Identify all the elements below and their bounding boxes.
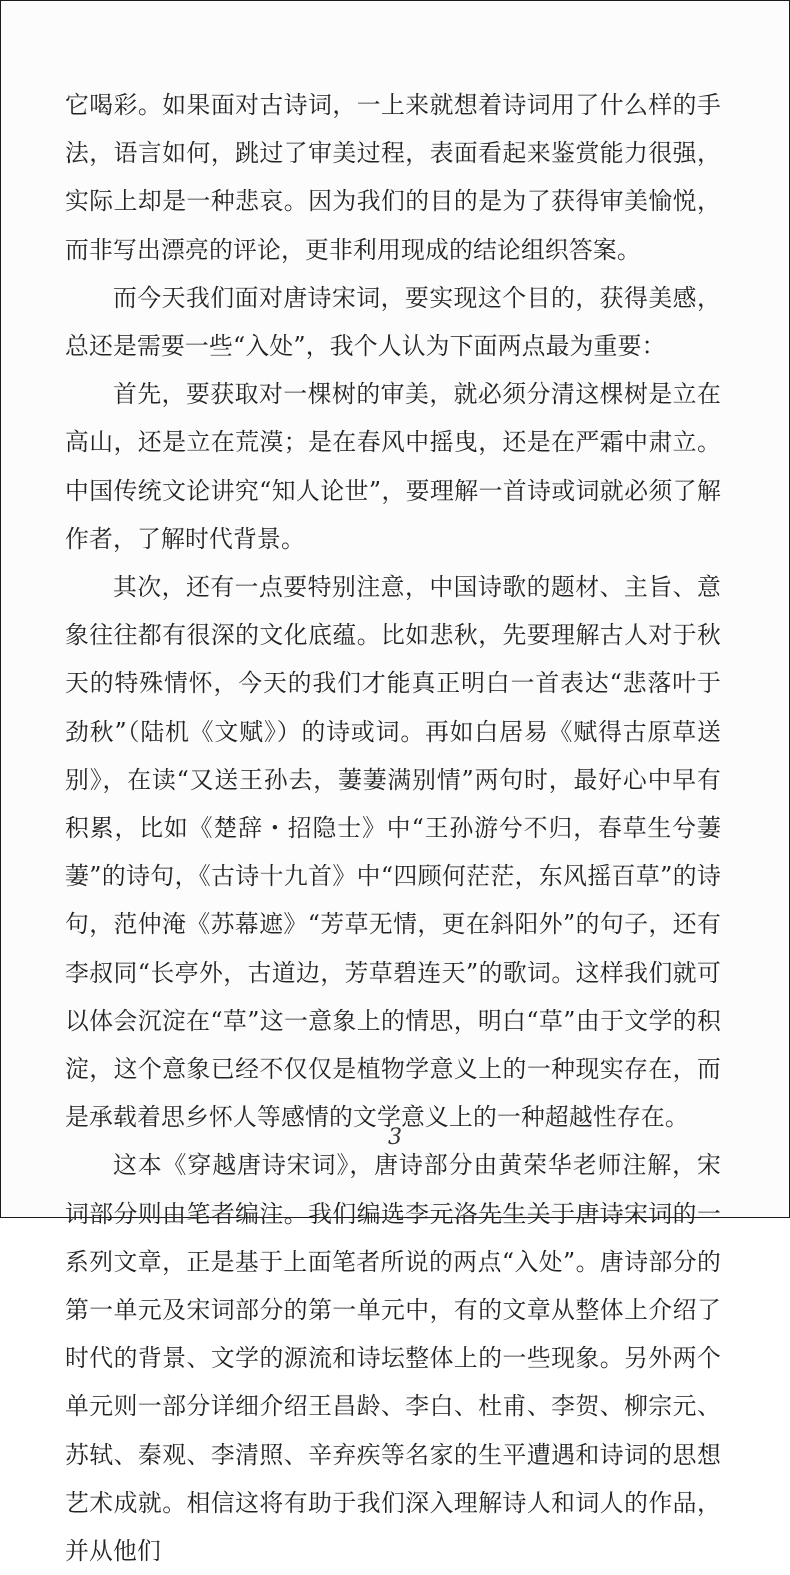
paragraph-1: 它喝彩。如果面对古诗词，一上来就想着诗词用了什么样的手法，语言如何，跳过了审美过程，表面看起来鉴赏能力很强，实际上却是一种悲哀。因为我们的目的是为了获得审美愉悦，而非写出漂亮的评论，更非利用现成的结论组织答案。: [65, 91, 721, 264]
body-text: [65, 81, 721, 1575]
paragraph-4: 其次，还有一点要特别注意，中国诗歌的题材、主旨、意象往往都有很深的文化底蕴。比如悲秋，先要理解古人对于秋天的特殊情怀，今天的我们才能真正明白一首表达“悲落叶于劲秋”（陆机《文赋》）的诗或词。再如白居易《赋得古原草送别》，在读“又送王孙去，萋萋满别情”两句时，最好心中早有积累，比如《楚辞・招隐士》中“王孙游兮不归，春草生兮萋萋”的诗句，《古诗十九首》中“四顾何茫茫，东风摇百草”的诗句，范仲淹《苏幕遮》“芳草无情，更在斜阳外”的句子，还有李叔同“长亭外，古道边，芳草碧连天”的歌词。这样我们就可以体会沉淀在“草”这一意象上的情思，明白“草”由于文学的积淀，这个意象已经不仅仅是植物学意义上的一种现实存在，而是承载着思乡怀人等感情的文学意义上的一种超越性存在。: [65, 573, 721, 1132]
paragraph-2: 而今天我们面对唐诗宋词，要实现这个目的，获得美感，总还是需要一些“入处”，我个人认为下面两点最为重要：: [65, 283, 721, 361]
page-number: 3: [388, 1125, 402, 1150]
paragraph-5: 这本《穿越唐诗宋词》，唐诗部分由黄荣华老师注解，宋词部分则由笔者编注。我们编选李元洛先生关于唐诗宋词的一系列文章，正是基于上面笔者所说的两点“入处”。唐诗部分的第一单元及宋词部分的第一单元中，有的文章从整体上介绍了时代的背景、文学的源流和诗坛整体上的一些现象。另外两个单元则一部分详细介绍王昌龄、李白、杜甫、李贺、柳宗元、苏轼、秦观、李清照、辛弃疾等名家的生平遭遇和诗词的思想艺术成就。相信这将有助于我们深入理解诗人和词人的作品，并从他们: [65, 1151, 721, 1566]
paragraph-3: 首先，要获取对一棵树的审美，就必须分清这棵树是立在高山，还是立在荒漠；是在春风中摇曳，还是在严霜中肃立。中国传统文论讲究“知人论世”，要理解一首诗或词就必须了解作者，了解时代背景。: [65, 380, 721, 553]
